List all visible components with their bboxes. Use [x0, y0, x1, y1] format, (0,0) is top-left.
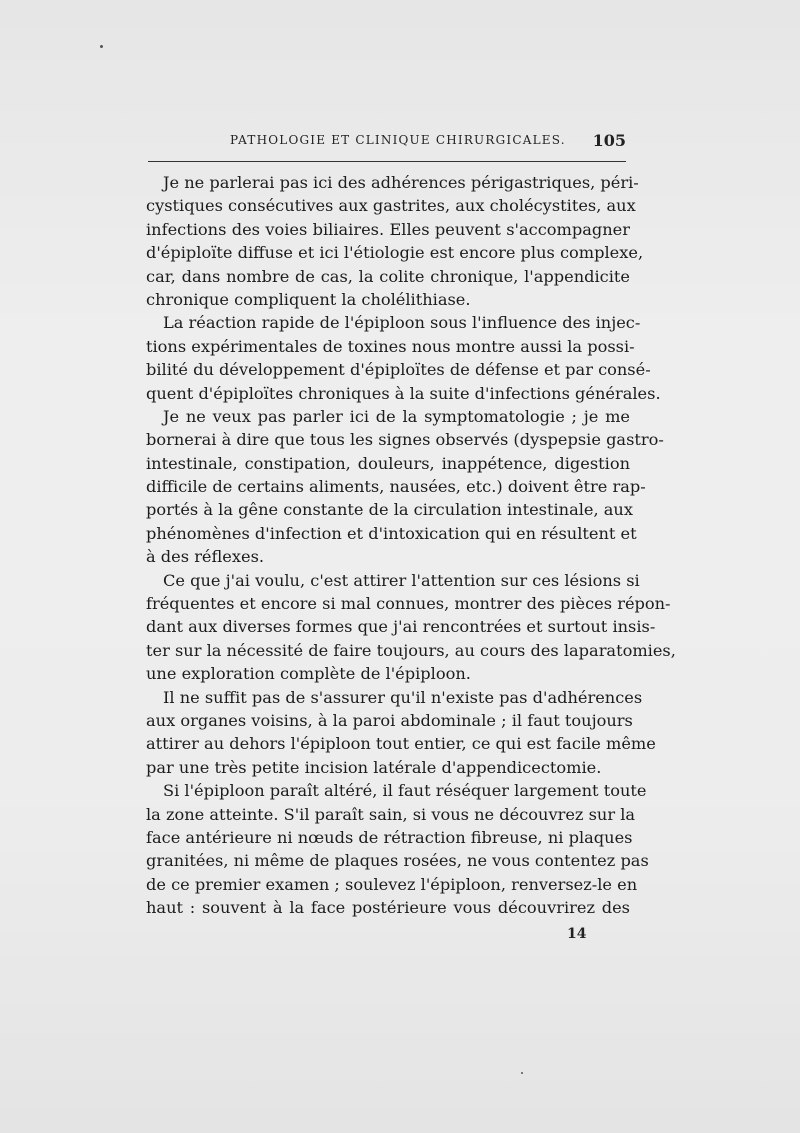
text-line: La réaction rapide de l'épiploon sous l'influence des injec- [163, 313, 641, 333]
text-line: portés à la gêne constante de la circulation intestinale, aux [146, 500, 633, 520]
text-line: phénomènes d'infection et d'intoxication qui en résultent et [146, 523, 637, 543]
text-line: une exploration complète de l'épiploon. [146, 664, 471, 684]
text-line: d'épiploïte diffuse et ici l'étiologie est encore plus complexe, [146, 243, 644, 263]
text-line: granitées, ni même de plaques rosées, ne vous contentez pas [146, 851, 649, 871]
text-line: dant aux diverses formes que j'ai rencontrées et surtout insis- [146, 617, 656, 637]
text-line: Il ne suffit pas de s'assurer qu'il n'existe pas d'adhérences [163, 687, 643, 707]
page-header [148, 131, 626, 155]
text-line: de ce premier examen ; soulevez l'épiploon, renversez-le en [146, 874, 638, 894]
text-line: par une très petite incision latérale d'appendicectomie. [146, 757, 602, 777]
print-speck [521, 1072, 523, 1074]
text-line: difficile de certains aliments, nausées, etc.) doivent être rap- [146, 477, 646, 497]
body-text [146, 171, 676, 920]
text-line: cystiques consécutives aux gastrites, aux cholécystites, aux [146, 196, 636, 216]
text-line: chronique compliquent la cholélithiase. [146, 289, 471, 309]
text-line: attirer au dehors l'épiploon tout entier, ce qui est facile même [146, 734, 656, 754]
text-line: Je ne parlerai pas ici des adhérences périgastriques, péri- [163, 173, 639, 192]
text-line: bilité du développement d'épiploïtes de défense et par consé- [146, 360, 651, 380]
page-number: 105 [592, 131, 626, 150]
text-line: bornerai à dire que tous les signes observés (dyspepsie gastro- [146, 430, 664, 450]
text-line: Si l'épiploon paraît altéré, il faut réséquer largement toute [163, 781, 647, 801]
text-line: la zone atteinte. S'il paraît sain, si vous ne découvrez sur la [146, 804, 636, 824]
text-line: haut : souvent à la face postérieure vous découvrirez des [146, 898, 630, 918]
text-line: intestinale, constipation, douleurs, inappétence, digestion [146, 453, 630, 473]
text-line: aux organes voisins, à la paroi abdominale ; il faut toujours [146, 710, 633, 730]
text-line: car, dans nombre de cas, la colite chronique, l'appendicite [146, 266, 630, 286]
print-speck [100, 45, 103, 48]
text-line: ter sur la nécessité de faire toujours, au cours des laparatomies, [146, 640, 676, 660]
text-line: quent d'épiploïtes chroniques à la suite d'infections générales. [146, 383, 661, 403]
text-line: à des réflexes. [146, 547, 265, 567]
header-rule [148, 161, 626, 162]
text-line: fréquentes et encore si mal connues, montrer des pièces répon- [146, 594, 671, 614]
running-head: PATHOLOGIE ET CLINIQUE CHIRURGICALES. [230, 133, 566, 147]
text-line: tions expérimentales de toxines nous montre aussi la possi- [146, 336, 635, 356]
text-line: Ce que j'ai voulu, c'est attirer l'attention sur ces lésions si [163, 570, 640, 590]
text-line: infections des voies biliaires. Elles peuvent s'accompagner [146, 219, 630, 239]
text-line: face antérieure ni nœuds de rétraction fibreuse, ni plaques [146, 827, 633, 847]
signature-mark: 14 [567, 926, 587, 942]
text-line: Je ne veux pas parler ici de la symptomatologie ; je me [163, 406, 630, 426]
